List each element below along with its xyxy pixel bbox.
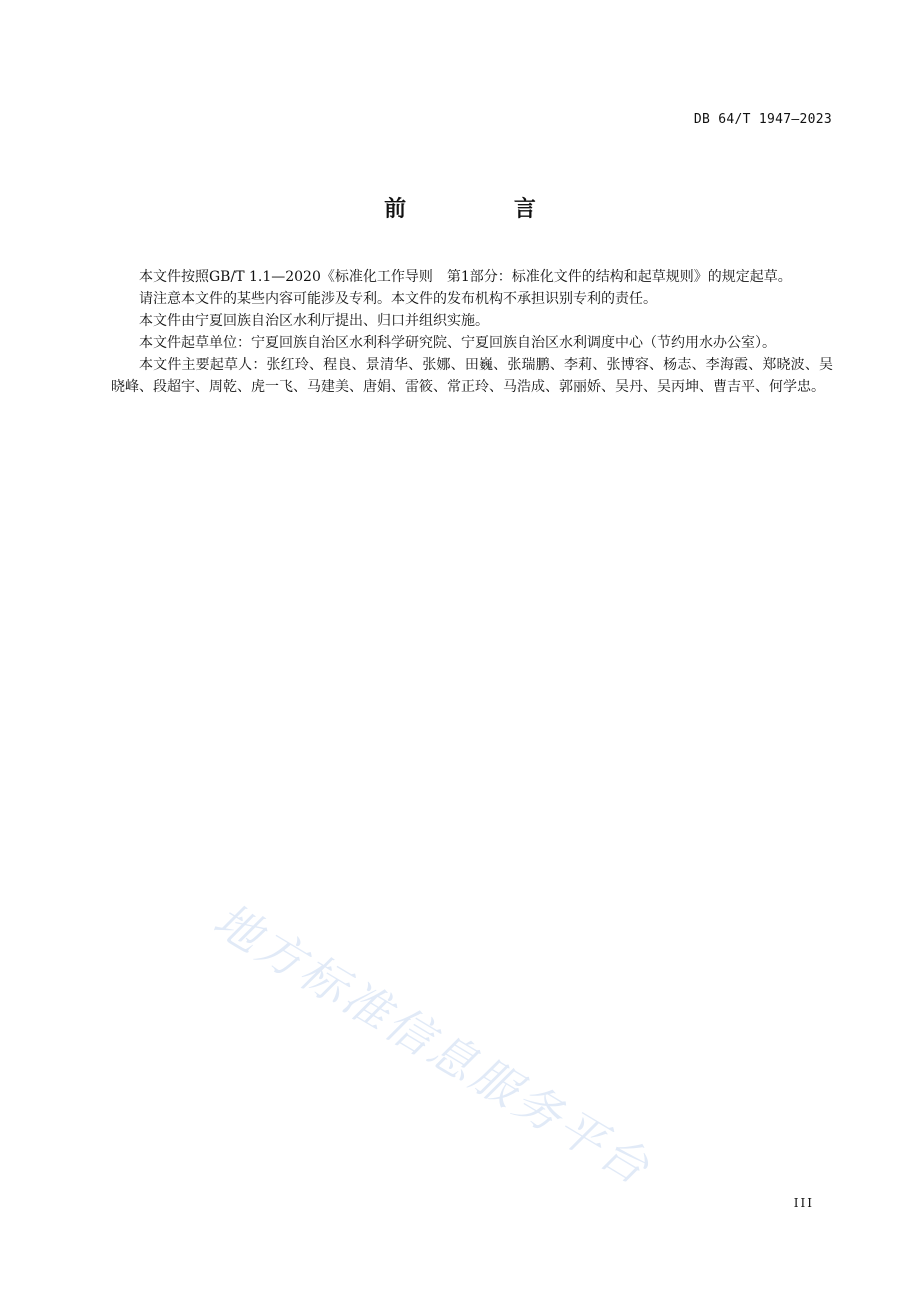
page-number: III (793, 1196, 814, 1210)
paragraph-drafters: 本文件主要起草人：张红玲、程良、景清华、张娜、田巍、张瑞鹏、李莉、张博容、杨志、李海霞、郑晓波、吴晓峰、段超宇、周乾、虎一飞、马建美、唐娟、雷筱、常正玲、马浩成、郭丽娇、吴丹、吴丙坤、曹吉平、何学忠。 (111, 357, 833, 395)
paragraph-drafting-rules: 本文件按照GB/T 1.1—2020《标准化工作导则 第1部分：标准化文件的结构和起草规则》的规定起草。 (139, 269, 792, 285)
watermark: 地方标准信息服务平台 (204, 892, 661, 1197)
document-code: DB 64/T 1947—2023 (693, 112, 832, 127)
page-title: 前 言 (384, 197, 586, 222)
paragraph-proposer: 本文件由宁夏回族自治区水利厅提出、归口并组织实施。 (139, 313, 489, 329)
paragraph-patent-notice: 请注意本文件的某些内容可能涉及专利。本文件的发布机构不承担识别专利的责任。 (139, 291, 657, 307)
paragraph-drafting-units: 本文件起草单位：宁夏回族自治区水利科学研究院、宁夏回族自治区水利调度中心（节约用水办公室）。 (139, 335, 776, 351)
preface-body (111, 266, 833, 398)
